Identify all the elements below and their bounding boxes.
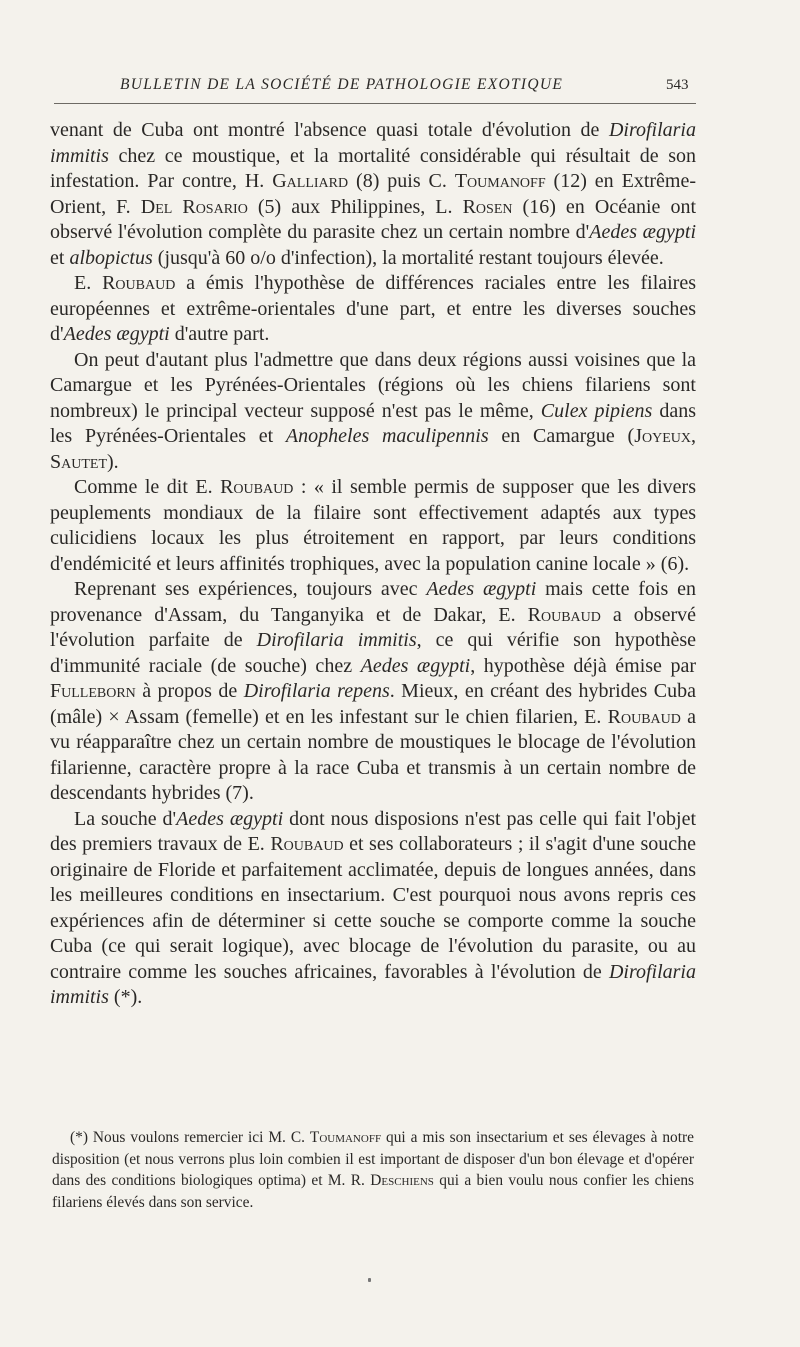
italic-term: Dirofilaria immitis — [50, 119, 696, 167]
text-run: dont nous disposions n'est pas celle qui fait l'objet des premiers travaux de E. — [50, 807, 697, 855]
author-name: Galliard — [272, 170, 349, 192]
header-rule — [54, 103, 696, 104]
journal-title: BULLETIN DE LA SOCIÉTÉ DE PATHOLOGIE EXOTIQUE — [120, 76, 564, 93]
text-run: (12) en Extrême-Orient, F. — [50, 170, 697, 218]
paragraph — [50, 807, 696, 1011]
paragraph — [50, 271, 696, 348]
author-name: Roubaud — [102, 272, 176, 294]
author-name: Deschiens — [370, 1172, 434, 1189]
text-run: et ses collaborateurs ; il s'agit d'une souche originaire de Floride et parfaitement acclimatée, depuis de longues années, dans les meilleures conditions en insectarium. C'est pourquoi nous avons repris ces expériences afin de déterminer si cette souche se comporte comme la souche Cuba (ce qui serait logique), avec blocage de l'évolution du parasite, ou au contraire comme les souches africaines, favorables à l'évolution de — [50, 833, 696, 983]
text-run: , ce qui vérifie son hypothèse d'immunité raciale (de souche) chez — [50, 629, 696, 677]
text-run: Reprenant ses expériences, toujours avec — [74, 578, 427, 600]
author-name: Roubaud — [220, 476, 294, 498]
text-run: On peut d'autant plus l'admettre que dans deux régions aussi voisines que la Camargue et les Pyrénées-Orientales (régions où les chiens filariens sont nombreux) le principal vecteur supposé n'est pas le même, — [50, 348, 696, 422]
text-run: a vu réapparaître chez un certain nombre de moustiques le blocage de l'évolution filarienne, caractère propre à la race Cuba et transmis à un certain nombre de descendants hybrides (7). — [50, 705, 696, 804]
text-run: en Camargue ( — [488, 425, 635, 447]
text-run: , hypothèse déjà émise par — [470, 654, 696, 677]
text-run: dans les Pyrénées-Orientales et — [50, 399, 696, 447]
italic-term: Dirofilaria immitis — [50, 960, 696, 1008]
text-run: mais cette fois en provenance d'Assam, du Tanganyika et de Dakar, E. — [50, 578, 696, 626]
author-name: Roubaud — [607, 705, 681, 728]
text-run: venant de Cuba ont montré l'absence quasi totale d'évolution de — [50, 119, 609, 141]
text-run: La souche d' — [74, 807, 177, 830]
running-head — [0, 74, 800, 104]
author-name: Toumanoff — [309, 1129, 382, 1146]
text-run: E. — [74, 272, 103, 294]
text-run: : « il semble permis de supposer que les divers peuplements mondiaux de la filaire sont effectivement adaptés aux types culicidiens locaux les plus étroitement en rapport, par leurs conditions d'endémicité et leurs affinités trophiques, avec la population canine locale » (6). — [50, 476, 696, 575]
italic-term: Aedes ægypti — [426, 578, 537, 600]
text-run: chez ce moustique, et la mortalité considérable qui résultait de son infestation. Par contre, H. — [50, 144, 696, 192]
footnote — [52, 1127, 694, 1213]
print-speck — [368, 1278, 371, 1282]
text-run: qui a bien voulu nous confier les chiens filariens élevés dans son service. — [52, 1172, 695, 1211]
text-run: . Mieux, en créant des hybrides Cuba (mâle) × Assam (femelle) et en les infestant sur le chien filarien, E. — [50, 680, 696, 728]
text-run: (8) puis C. — [348, 170, 455, 192]
italic-term: Aedes ægypti — [63, 323, 170, 345]
text-run: (5) aux Philippines, L. — [247, 195, 463, 218]
text-run: (*). — [108, 986, 143, 1008]
text-run: qui a mis son insectarium et ses élevages à notre disposition (et nous verrons plus loin combien il est important de disposer d'un bon élevage et d'opérer dans des conditions biologiques optima) et M. R. — [52, 1129, 694, 1189]
italic-term: Aedes ægypti — [360, 654, 471, 677]
paragraph — [50, 475, 696, 577]
paragraph — [50, 577, 696, 807]
text-run: (16) en Océanie ont observé l'évolution complète du parasite chez un certain nombre d' — [50, 195, 696, 243]
page-number: 543 — [666, 77, 689, 93]
author-name: Toumanoff — [454, 170, 546, 192]
paragraph — [50, 348, 696, 476]
text-run: et — [50, 246, 70, 269]
text-run: ). — [107, 450, 119, 473]
article-body — [50, 118, 696, 1011]
italic-term: Culex pipiens — [540, 399, 653, 422]
author-name: Roubaud — [270, 833, 344, 855]
author-name: Fulleborn — [50, 680, 136, 702]
italic-term: Dirofilaria immitis — [256, 629, 417, 651]
author-name: Joyeux — [634, 425, 691, 447]
author-name: Sautet — [50, 450, 107, 473]
text-run: à propos de — [135, 680, 244, 702]
text-run: a émis l'hypothèse de différences raciales entre les filaires européennes et extrême-orientales d'une part, et entre les diverses souches d' — [50, 272, 697, 345]
text-run: (jusqu'à 60 o/o d'infection), la mortalité restant toujours élevée. — [152, 246, 664, 269]
text-run: (*) Nous voulons remercier ici M. C. — [70, 1129, 310, 1146]
text-run: a observé l'évolution parfaite de — [50, 603, 696, 651]
italic-term: Aedes ægypti — [589, 221, 696, 243]
italic-term: Aedes ægypti — [176, 807, 284, 830]
author-name: Roubaud — [527, 603, 601, 626]
italic-term: Anopheles maculipennis — [285, 425, 489, 447]
text-run: Comme le dit E. — [74, 476, 221, 498]
author-name: Rosen — [462, 195, 513, 218]
text-run: d'autre part. — [169, 323, 270, 345]
text-run: , — [691, 425, 696, 447]
author-name: Del Rosario — [140, 195, 248, 218]
italic-term: Dirofilaria repens — [243, 680, 390, 702]
paragraph — [50, 118, 696, 271]
italic-term: albopictus — [69, 246, 153, 269]
